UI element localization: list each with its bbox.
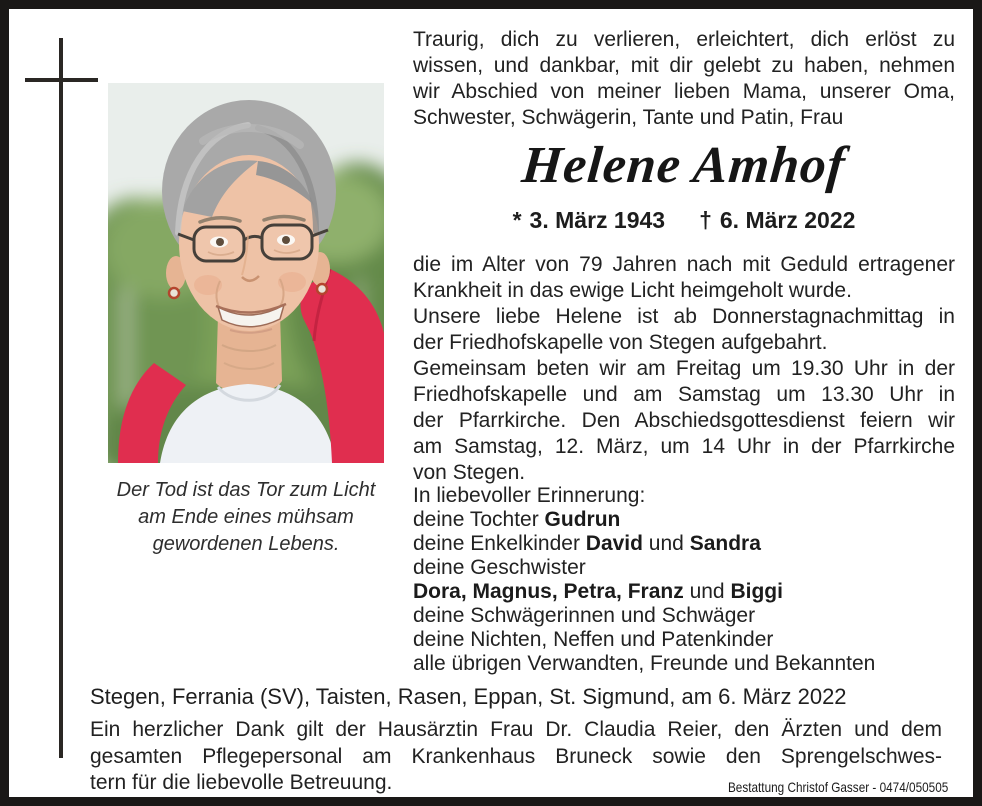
mourner-line: deine Nichten, Neffen und Patenkinder [413,628,774,651]
deceased-name-row [413,138,955,194]
announcement-line: die im Alter von 79 Jahren nach mit Geduld ertragener [413,253,955,276]
portrait-illustration [108,83,384,463]
cross-stem [59,38,63,758]
mourner-line: deine Tochter Gudrun [413,508,621,531]
birth-symbol: * [512,207,522,233]
announcement-line: der Pfarrkirche. Den Abschiedsgottesdienst feiern wir [413,409,955,432]
funeral-home-credit: Bestattung Christof Gasser - 0474/050505 [727,779,948,795]
opening-line: Traurig, dich zu verlieren, erleichtert, dich erlöst zu [413,28,955,51]
mourner-line: deine Enkelkinder David und Sandra [413,532,761,555]
death-symbol: † [699,207,712,233]
announcement-line: am Samstag, 12. März, um 14 Uhr in der Pfarrkirche [413,435,955,458]
mourner-line: deine Geschwister [413,556,586,579]
acknowledgement-line: gesamten Pflegepersonal am Krankenhaus Bruneck sowie den Sprengelschwes- [90,744,942,768]
cross-bar [25,78,98,82]
opening-line: Schwester, Schwägerin, Tante und Patin, Frau [413,106,844,129]
portrait-photo [108,83,384,463]
earring-right [317,284,327,294]
funeral-announcement [413,252,955,486]
earring-left [169,288,179,298]
death-date: 6. März 2022 [719,207,856,233]
announcement-line: Unsere liebe Helene ist ab Donnerstagnachmittag in [413,305,955,328]
deceased-name: Helene Amhof [519,137,849,194]
epitaph-quote [94,477,398,558]
epitaph-line: Der Tod ist das Tor zum Licht [116,479,376,501]
epitaph-line: gewordenen Lebens. [152,533,340,555]
opening-line: wir Abschied von meiner lieben Mama, unserer Oma, [413,80,955,103]
epitaph-line: am Ende eines mühsam [138,506,354,528]
mourner-line: alle übrigen Verwandten, Freunde und Bekannten [413,652,876,675]
announcement-line: von Stegen. [413,461,526,484]
announcement-line: der Friedhofskapelle von Stegen aufgebahrt. [413,331,828,354]
acknowledgement-line: Ein herzlicher Dank gilt der Hausärztin Frau Dr. Claudia Reier, den Ärzten und dem [90,718,942,741]
memorial-heading: In liebevoller Erinnerung: [413,484,646,507]
opening-line: wissen, und dankbar, mit dir gelebt zu haben, nehmen [413,54,955,77]
acknowledgement-line: tern für die liebevolle Betreuung. [90,771,393,794]
announcement-line: Friedhofskapelle und am Samstag um 13.30 Uhr in [413,383,955,406]
announcement-line: Gemeinsam beten wir am Freitag um 19.30 Uhr in der [413,357,955,380]
mourner-line: Dora, Magnus, Petra, Franz und Biggi [413,580,783,603]
mourners-list [413,484,955,676]
mourner-line: deine Schwägerinnen und Schwäger [413,604,756,627]
announcement-line: Krankheit in das ewige Licht heimgeholt wurde. [413,279,852,302]
places-date-line: Stegen, Ferrania (SV), Taisten, Rasen, Eppan, St. Sigmund, am 6. März 2022 [90,684,847,709]
opening-paragraph [413,27,955,131]
life-dates [413,206,955,234]
birth-date: 3. März 1943 [529,207,666,233]
